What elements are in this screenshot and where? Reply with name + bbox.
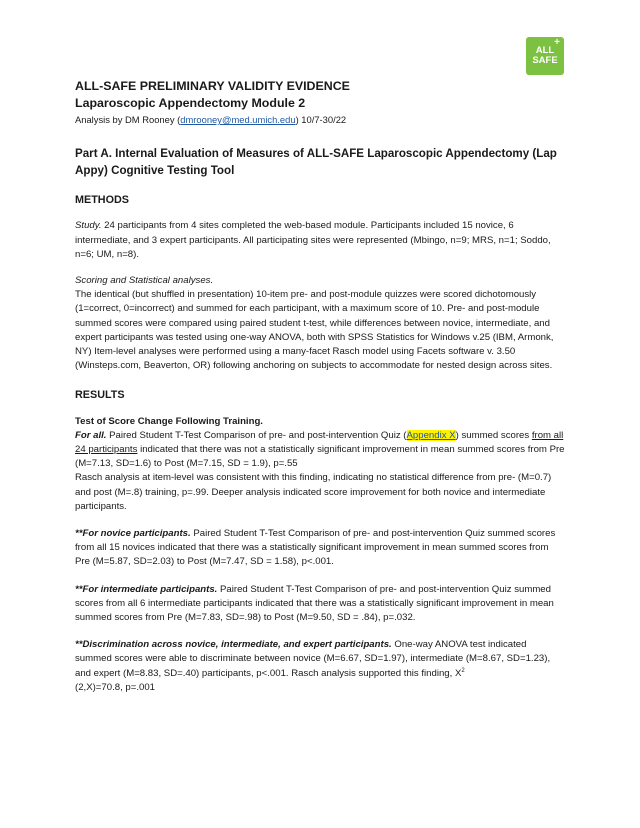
all-participants-underline: from all 24 participants xyxy=(75,429,564,456)
part-a-heading: Part A. Internal Evaluation of Measures of ALL-SAFE Laparoscopic Appendectomy (Lap Appy) Cognitive Testing Tool xyxy=(75,147,557,178)
novice-paragraph: **For novice participants. Paired Student T-Test Comparison of pre- and post-intervention Quiz summed scores from all 15 novices indicated that there was a statistically significant improvement in mean summed scores from Pre (M=5.87, SD=2.03) to Post (M=7.47, SD = 1.58), p<.001. xyxy=(75,528,556,568)
discrimination-label: **Discrimination across novice, intermediate, and expert participants. xyxy=(75,639,392,651)
novice-label: **For novice participants. xyxy=(75,528,191,540)
author-email-link[interactable]: dmrooney@med.umich.edu xyxy=(180,114,296,125)
logo-plus: + xyxy=(554,37,560,48)
methods-heading: METHODS xyxy=(75,194,129,207)
intermediate-label: **For intermediate participants. xyxy=(75,583,218,595)
discrimination-paragraph: **Discrimination across novice, intermediate, and expert participants. One-way ANOVA test indicated summed scores were able to discriminate between novice (M=6.67, SD=1.97), intermediate (M=8.67, SD=1.23), and expert (M=8.83, SD=.40) participants, p<.001. Rasch analysis supported this finding, $X^2$ (2,X)=70.8, p=.001 xyxy=(75,639,551,693)
document-body xyxy=(75,78,565,695)
rasch-paragraph: Rasch analysis at item-level was consistent with this finding, indicating no statistical difference from pre- (M=0.7) and post (M=.8) training, p=.99. Deeper analysis indicated score improvement for both novice and intermediate participants. xyxy=(75,472,552,512)
results-heading: RESULTS xyxy=(75,389,125,402)
test-heading: Test of Score Change Following Training. xyxy=(75,415,263,427)
scoring-paragraph: The identical (but shuffled in presentation) 10-item pre- and post-module quizzes were scored dichotomously (1=correct, 0=incorrect) and summed for each participant, with a maximum score of 10. Pre- and post-module summed scores were compared using paired student t-test, while differences between novice, intermediate, and expert participants was tested using one-way ANOVA, both with SPSS Statistics for Windows v.25 (IBM, Armonk, NY) Item-level analyses were performed using a many-facet Rasch model using Facets software v. 3.50 (Winsteps.com, Beaverton, OR) following anchoring on subjects to accommodate for nested design across sites. xyxy=(75,289,554,372)
all-safe-logo xyxy=(526,37,564,75)
document-subtitle: Laparoscopic Appendectomy Module 2 xyxy=(75,96,306,110)
study-label: Study. xyxy=(75,220,102,232)
logo-line1: ALL xyxy=(535,45,555,56)
scoring-label: Scoring and Statistical analyses. xyxy=(75,275,214,287)
chi-square-superscript: 2 xyxy=(461,667,465,674)
study-text: 24 participants from 4 sites completed the web-based module. Participants included 15 novice, 6 intermediate, and 3 expert participants. All participating sites were represented (Mbingo, n=9; MRS, n=1; Soddo, n=6; UM, n=8). xyxy=(75,220,551,260)
for-all-label: For all. xyxy=(75,429,107,441)
byline xyxy=(75,113,565,127)
for-all-paragraph: For all. Paired Student T-Test Comparison of pre- and post-intervention Quiz (Appendix X) summed scores from all 24 participants indicated that there was not a statistically significant improvement in mean summed scores from Pre (M=7.13, SD=1.6) to Post (M=7.15, SD = 1.9), p=.55 xyxy=(75,429,565,470)
document-title: ALL-SAFE PRELIMINARY VALIDITY EVIDENCE xyxy=(75,79,350,93)
appendix-link[interactable]: Appendix X xyxy=(406,429,456,441)
logo-line2: SAFE xyxy=(532,55,558,66)
byline-prefix: Analysis by DM Rooney ( xyxy=(75,114,181,125)
intermediate-paragraph: **For intermediate participants. Paired Student T-Test Comparison of pre- and post-intervention Quiz summed scores from all 6 intermediate participants indicated that there was a statistically significant improvement in mean summed scores from Pre (M=7.83, SD=.98) to Post (M=9.50, SD = .84), p=.032. xyxy=(75,583,554,624)
study-paragraph xyxy=(75,219,565,262)
byline-suffix: ) 10/7-30/22 xyxy=(295,114,347,125)
